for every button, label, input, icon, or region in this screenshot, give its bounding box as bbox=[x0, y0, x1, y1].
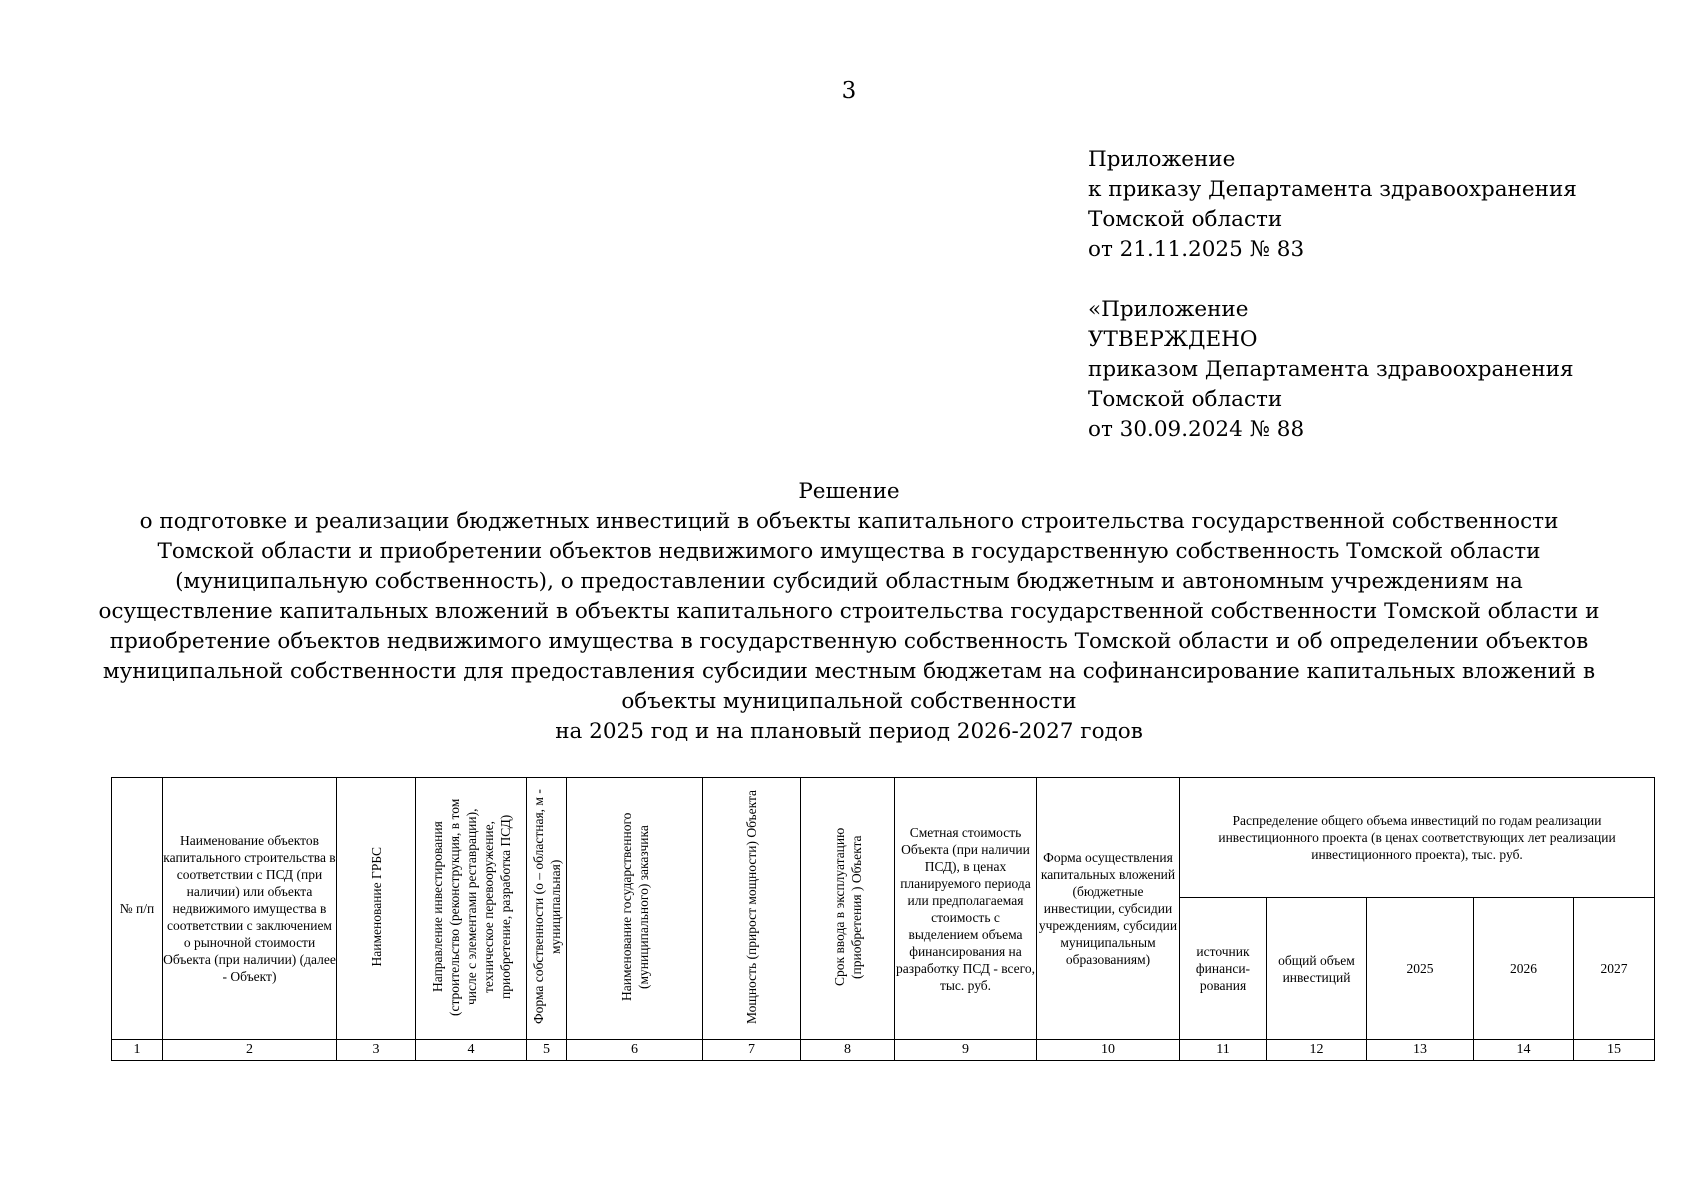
header-cell-total-investment: общий объем инвестиций bbox=[1267, 898, 1367, 1040]
header-cell-year-2025: 2025 bbox=[1367, 898, 1474, 1040]
appendix-line: от 21.11.2025 № 83 bbox=[1088, 237, 1305, 262]
decision-title bbox=[0, 477, 1698, 747]
column-number: 8 bbox=[801, 1040, 895, 1061]
column-number-row bbox=[112, 1040, 1655, 1061]
column-number: 13 bbox=[1367, 1040, 1474, 1061]
appendix-line: Томской области bbox=[1088, 207, 1283, 232]
header-cell-ownership bbox=[527, 778, 567, 1040]
column-number: 11 bbox=[1180, 1040, 1267, 1061]
header-row bbox=[112, 778, 1655, 898]
header-cell-capacity bbox=[703, 778, 801, 1040]
column-number: 12 bbox=[1267, 1040, 1367, 1061]
header-text: Наименование государственного (муниципального) заказчика bbox=[618, 812, 651, 1001]
header-text: Срок ввода в эксплуатацию (приобретения ) Объекта bbox=[831, 827, 864, 986]
decision-line: приобретение объектов недвижимого имущества в государственную собственность Томской области и об определении объектов bbox=[109, 629, 1589, 654]
header-text: Наименование ГРБС bbox=[368, 846, 384, 967]
approved-line: приказом Департамента здравоохранения bbox=[1088, 357, 1574, 382]
column-number: 10 bbox=[1037, 1040, 1180, 1061]
header-text: Форма собственности (о – областная, м - муниципальная) bbox=[530, 789, 563, 1024]
appendix-line: к приказу Департамента здравоохранения bbox=[1088, 177, 1577, 202]
header-cell-customer bbox=[567, 778, 703, 1040]
header-text: Направление инвестирования (строительство (реконструкция, в том числе с элементами реставрации), техническое перевооружение, приобретение, разработка ПСД) bbox=[429, 797, 513, 1016]
decision-heading: Решение bbox=[798, 479, 900, 504]
column-number: 15 bbox=[1574, 1040, 1655, 1061]
header-cell-distribution: Распределение общего объема инвестиций по годам реализации инвестиционного проекта (в ценах соответствующих лет реализации инвестиционного проекта), тыс. руб. bbox=[1180, 778, 1655, 898]
column-number: 14 bbox=[1474, 1040, 1574, 1061]
header-cell-year-2027: 2027 bbox=[1574, 898, 1655, 1040]
decision-line: Томской области и приобретении объектов недвижимого имущества в государственную собственность Томской области bbox=[157, 539, 1541, 564]
column-number: 7 bbox=[703, 1040, 801, 1061]
decision-line: на 2025 год и на плановый период 2026-2027 годов bbox=[555, 719, 1143, 744]
header-cell-number: № п/п bbox=[112, 778, 163, 1040]
approved-line: от 30.09.2024 № 88 bbox=[1088, 417, 1305, 442]
appendix-block bbox=[1088, 145, 1577, 445]
decision-line: муниципальной собственности для предоставления субсидии местным бюджетам на софинансирование капитальных вложений в bbox=[102, 659, 1596, 684]
header-text: Мощность (прирост мощности) Объекта bbox=[744, 789, 759, 1024]
header-cell-investment-form: Форма осуществления капитальных вложений (бюджетные инвестиции, субсидии учреждениям, субсидии муниципальным образованиям) bbox=[1037, 778, 1180, 1040]
decision-line: объекты муниципальной собственности bbox=[621, 689, 1077, 714]
column-number: 4 bbox=[416, 1040, 527, 1061]
header-cell-grbs bbox=[337, 778, 416, 1040]
page-number: 3 bbox=[841, 78, 857, 104]
header-cell-commissioning bbox=[801, 778, 895, 1040]
approved-line: Томской области bbox=[1088, 387, 1283, 412]
header-cell-direction bbox=[416, 778, 527, 1040]
header-cell-estimated-cost: Сметная стоимость Объекта (при наличии ПСД), в ценах планируемого периода или предполагаемая стоимость с выделением объема финансирования на разработку ПСД - всего, тыс. руб. bbox=[895, 778, 1037, 1040]
column-number: 6 bbox=[567, 1040, 703, 1061]
decision-line: (муниципальную собственность), о предоставлении субсидий областным бюджетным и автономным учреждениям на bbox=[175, 569, 1523, 594]
header-cell-year-2026: 2026 bbox=[1474, 898, 1574, 1040]
investment-table bbox=[111, 777, 1655, 1061]
header-cell-source: источник финанси-рования bbox=[1180, 898, 1267, 1040]
column-number: 3 bbox=[337, 1040, 416, 1061]
decision-line: о подготовке и реализации бюджетных инвестиций в объекты капитального строительства государственной собственности bbox=[139, 509, 1559, 534]
header-cell-object-name: Наименование объектов капитального строительства в соответствии с ПСД (при наличии) или объекта недвижимого имущества в соответствии с заключением о рыночной стоимости Объекта (при наличии) (далее - Объект) bbox=[163, 778, 337, 1040]
column-number: 2 bbox=[163, 1040, 337, 1061]
approved-line: «Приложение bbox=[1088, 297, 1249, 322]
approved-line: УТВЕРЖДЕНО bbox=[1088, 327, 1258, 352]
column-number: 5 bbox=[527, 1040, 567, 1061]
column-number: 9 bbox=[895, 1040, 1037, 1061]
appendix-line: Приложение bbox=[1088, 147, 1236, 172]
spacer bbox=[1088, 265, 1577, 295]
column-number: 1 bbox=[112, 1040, 163, 1061]
decision-line: осуществление капитальных вложений в объекты капитального строительства государственной собственности Томской области и bbox=[98, 599, 1600, 624]
